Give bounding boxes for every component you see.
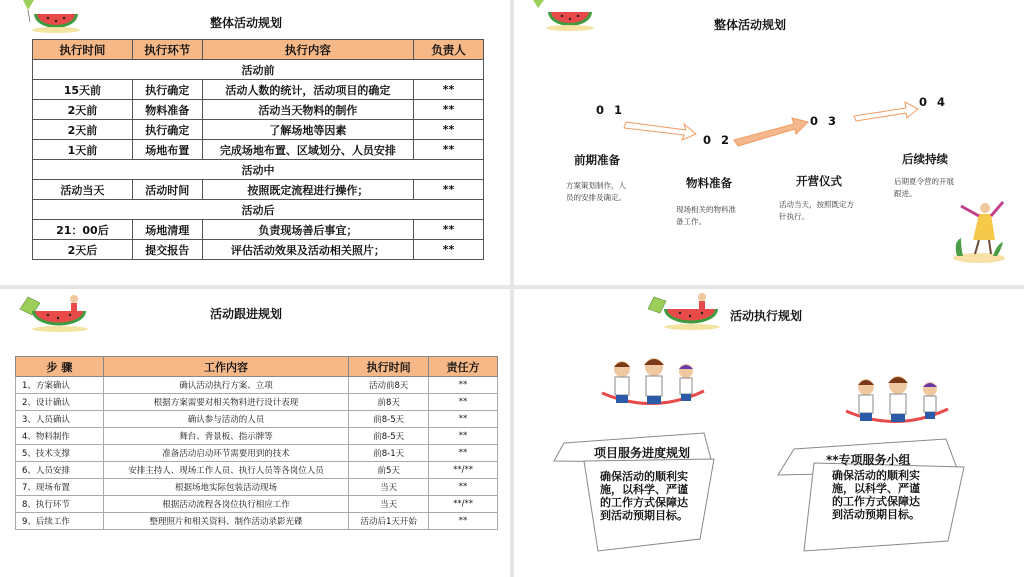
table-cell: 根据场地实际包装活动现场	[103, 479, 348, 496]
table-cell: 活动人数的统计，活动项目的确定	[202, 80, 413, 100]
col-header: 执行时间	[349, 357, 429, 377]
table-cell: 15天前	[33, 80, 133, 100]
table-cell: 前8天	[349, 394, 429, 411]
table-cell: 前5天	[349, 462, 429, 479]
dancing-girl-icon	[949, 198, 1009, 266]
table-cell: 场地清理	[132, 220, 202, 240]
table-cell: 准备活动启动环节需要用到的技术	[103, 445, 348, 462]
table-cell: **	[414, 180, 484, 200]
table-row	[16, 445, 498, 462]
section-label: 活动前	[33, 60, 484, 80]
col-header: 执行时间	[33, 40, 133, 60]
card-heading: **专项服务小组	[826, 453, 911, 467]
col-header: 负责人	[414, 40, 484, 60]
col-header: 执行内容	[202, 40, 413, 60]
table-row	[16, 496, 498, 513]
table-cell: 根据方案需要对相关物料进行设计表现	[103, 394, 348, 411]
table-cell: **	[429, 394, 498, 411]
table-cell: 2天后	[33, 240, 133, 260]
table-cell: 物料准备	[132, 100, 202, 120]
table-cell: 执行确定	[132, 80, 202, 100]
table-cell: 前8-1天	[349, 445, 429, 462]
table-cell: **	[429, 428, 498, 445]
followup-plan-table	[15, 356, 498, 530]
section-row	[33, 160, 484, 180]
table-cell: 当天	[349, 479, 429, 496]
step-name: 物料准备	[686, 176, 732, 190]
table-header-row	[16, 357, 498, 377]
table-cell: 负责现场善后事宜；	[202, 220, 413, 240]
table-cell: 当天	[349, 496, 429, 513]
table-cell: 6、人员安排	[16, 462, 104, 479]
watermelon-icon	[14, 293, 94, 335]
slide-title: 整体活动规划	[714, 18, 787, 32]
step-number: 0 3	[810, 114, 840, 128]
table-cell: **	[414, 100, 484, 120]
table-header-row	[33, 40, 484, 60]
step-desc: 现场相关的物料准 备工作。	[676, 205, 736, 226]
table-cell: 7、现场布置	[16, 479, 104, 496]
slide-overall-plan-table[interactable]	[0, 0, 510, 285]
table-cell: **	[414, 220, 484, 240]
table-cell: 活动时间	[132, 180, 202, 200]
table-cell: 舞台、背景板、指示牌等	[103, 428, 348, 445]
col-header: 执行环节	[132, 40, 202, 60]
table-row	[16, 377, 498, 394]
table-cell: 了解场地等因素	[202, 120, 413, 140]
table-cell: 9、后续工作	[16, 513, 104, 530]
table-row	[33, 80, 484, 100]
table-cell: 2天前	[33, 120, 133, 140]
table-cell: 确认参与活动的人员	[103, 411, 348, 428]
table-cell: **	[429, 411, 498, 428]
section-label: 活动中	[33, 160, 484, 180]
table-cell: **	[414, 120, 484, 140]
table-cell: 活动当天物料的制作	[202, 100, 413, 120]
table-cell: 安排主持人、现场工作人员、执行人员等各岗位人员	[103, 462, 348, 479]
table-cell: 提交报告	[132, 240, 202, 260]
table-cell: 21：00后	[33, 220, 133, 240]
card-heading: 项目服务进度规划	[594, 446, 691, 460]
table-row	[33, 140, 484, 160]
slide-overall-plan-steps[interactable]	[514, 0, 1024, 285]
overall-plan-table	[32, 39, 484, 260]
table-row	[33, 180, 484, 200]
arrow-icon	[854, 102, 918, 121]
section-label: 活动后	[33, 200, 484, 220]
table-row	[33, 100, 484, 120]
slide-title: 活动跟进规划	[210, 307, 283, 321]
step-desc: 活动当天，按照既定方 针执行。	[779, 200, 854, 221]
table-cell: **/**	[429, 462, 498, 479]
section-row	[33, 60, 484, 80]
table-row	[16, 411, 498, 428]
table-cell: 2天前	[33, 100, 133, 120]
step-desc: 方案策划制作，人 员的安排及确定。	[566, 181, 626, 202]
table-cell: **	[414, 140, 484, 160]
table-cell: 活动当天	[33, 180, 133, 200]
card-paragraph: 确保活动的顺利实 施，以科学、严谨 的工作方式保障达 到活动预期目标。	[832, 469, 920, 521]
table-cell: 完成场地布置、区域划分、人员安排	[202, 140, 413, 160]
table-cell: 1天前	[33, 140, 133, 160]
table-cell: 确认活动执行方案、立项	[103, 377, 348, 394]
col-header: 责任方	[429, 357, 498, 377]
table-cell: 2、设计确认	[16, 394, 104, 411]
table-cell: 前8-5天	[349, 411, 429, 428]
section-row	[33, 200, 484, 220]
table-cell: 活动后1天开始	[349, 513, 429, 530]
table-cell: 整理照片和相关资料、制作活动录影光碟	[103, 513, 348, 530]
col-header: 步 骤	[16, 357, 104, 377]
info-card-shapes	[514, 289, 1024, 577]
table-cell: 3、人员确认	[16, 411, 104, 428]
table-cell: **	[429, 513, 498, 530]
step-name: 后续持续	[902, 152, 948, 166]
table-cell: 评估活动效果及活动相关照片；	[202, 240, 413, 260]
arrow-icon	[624, 122, 696, 140]
slide-title: 活动执行规划	[730, 309, 803, 323]
table-row	[33, 240, 484, 260]
table-row	[16, 479, 498, 496]
slide-title: 整体活动规划	[210, 16, 283, 30]
step-number: 0 1	[596, 103, 626, 117]
step-arrows	[514, 0, 1024, 285]
table-cell: 按照既定流程进行操作；	[202, 180, 413, 200]
watermelon-icon	[4, 0, 84, 36]
step-number: 0 2	[703, 133, 733, 147]
slide-execution-plan[interactable]	[514, 289, 1024, 577]
step-name: 前期准备	[574, 153, 620, 167]
step-number: 0 4	[919, 95, 949, 109]
table-row	[16, 428, 498, 445]
table-row	[16, 513, 498, 530]
table-row	[33, 120, 484, 140]
table-cell: **	[429, 479, 498, 496]
slide-followup-plan[interactable]	[0, 289, 510, 577]
table-cell: 活动前8天	[349, 377, 429, 394]
table-cell: 8、执行环节	[16, 496, 104, 513]
table-cell: 1、方案确认	[16, 377, 104, 394]
table-cell: 根据活动流程各岗位执行相应工作	[103, 496, 348, 513]
table-row	[16, 394, 498, 411]
card-paragraph: 确保活动的顺利实 施，以科学、严谨 的工作方式保障达 到活动预期目标。	[600, 470, 688, 522]
table-cell: **	[414, 80, 484, 100]
table-cell: **	[429, 445, 498, 462]
step-desc: 后期夏令营的开展 跟进。	[894, 177, 954, 198]
table-cell: 前8-5天	[349, 428, 429, 445]
table-cell: 执行确定	[132, 120, 202, 140]
arrow-icon	[734, 118, 808, 146]
table-cell: 场地布置	[132, 140, 202, 160]
table-row	[16, 462, 498, 479]
table-cell: 5、技术支撑	[16, 445, 104, 462]
col-header: 工作内容	[103, 357, 348, 377]
table-cell: **	[414, 240, 484, 260]
step-name: 开营仪式	[796, 174, 842, 188]
table-cell: **	[429, 377, 498, 394]
table-row	[33, 220, 484, 240]
table-cell: **/**	[429, 496, 498, 513]
table-cell: 4、物料制作	[16, 428, 104, 445]
